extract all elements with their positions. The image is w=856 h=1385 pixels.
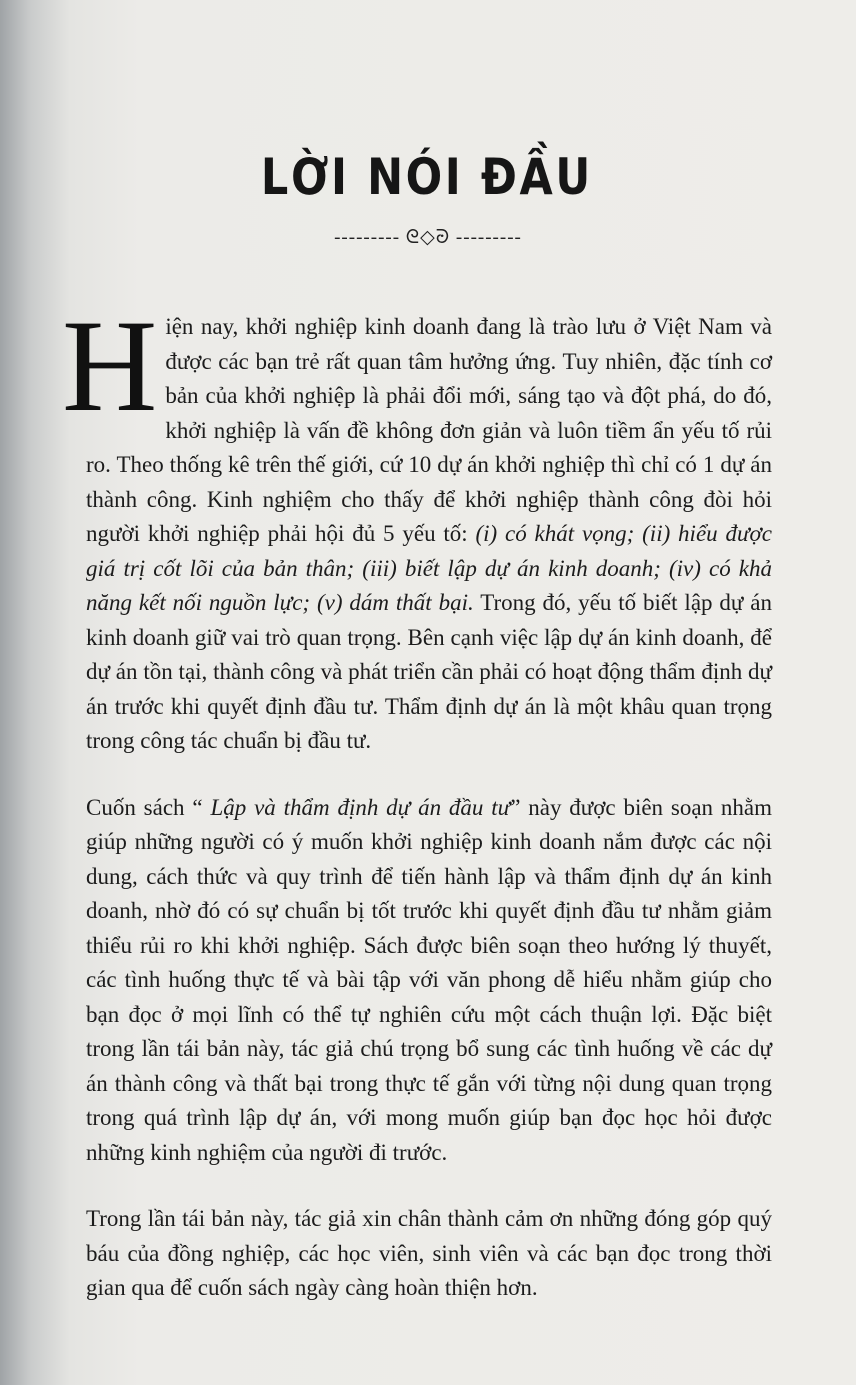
preface-body [62, 292, 773, 1338]
paragraph-1 [62, 292, 773, 759]
page-title: LỜI NÓI ĐẦU [260, 148, 593, 206]
paragraph-1-text-a: iện nay, khởi nghiệp kinh doanh đang là trào lưu ở Việt Nam và được các bạn trẻ rất quan tâm hưởng ứng. Tuy nhiên, đặc tính cơ bản của khởi nghiệp là phải đổi mới, sáng tạo và đột phá, do đó, khởi nghiệp là vấn đề không đơn giản và luôn tiềm ẩn yếu tố rủi ro. Theo thống kê trên thế giới, cứ 10 dự án khởi nghiệp thì chỉ có 1 dự án thành công. Kinh nghiệm cho thấy để khởi nghiệp thành công đòi hỏi người khởi nghiệp phải hội đủ 5 yếu tố: [86, 314, 772, 546]
paragraph-2-text-a: Cuốn sách “ [86, 794, 211, 820]
paragraph-1-italic: (i) có khát vọng; (ii) hiểu được giá trị cốt lõi của bản thân; (iii) biết lập dự án kinh doanh; (iv) có khả năng kết nối nguồn lực; (v) dám thất bại. [86, 521, 773, 615]
paragraph-1-text-b: Trong đó, yếu tố biết lập dự án kinh doanh giữ vai trò quan trọng. Bên cạnh việc lập dự án kinh doanh, để dự án tồn tại, thành công và phát triển cần phải có hoạt động thẩm định dự án trước khi quyết định đầu tư. Thẩm định dự án là một khâu quan trọng trong công tác chuẩn bị đầu tư. [86, 590, 772, 753]
paragraph-2 [86, 791, 772, 1171]
title-ornament: --------- ᘓ◇ᘒ --------- [334, 227, 522, 248]
paragraph-3: Trong lần tái bản này, tác giả xin chân thành cảm ơn những đóng góp quý báu của đồng nghiệp, các học viên, sinh viên và các bạn đọc trong thời gian qua để cuốn sách ngày càng hoàn thiện hơn. [86, 1206, 772, 1300]
paragraph-2-italic: Lập và thẩm định dự án đầu tư [210, 794, 511, 820]
drop-cap: H [62, 292, 158, 439]
paragraph-2-text-b: ” này được biên soạn nhằm giúp những người có ý muốn khởi nghiệp kinh doanh nắm được các nội dung, cách thức và quy trình để tiến hành lập và thẩm định dự án kinh doanh, nhờ đó có sự chuẩn bị tốt trước khi quyết định đầu tư nhằm giảm thiểu rủi ro khi khởi nghiệp. Sách được biên soạn theo hướng lý thuyết, các tình huống thực tế và bài tập với văn phong dễ hiểu nhằm giúp cho bạn đọc ở mọi lĩnh có thể tự nghiên cứu một cách thuận lợi. Đặc biệt trong lần tái bản này, tác giả chú trọng bổ sung các tình huống về các dự án thành công và thất bại trong thực tế gắn với từng nội dung quan trọng trong quá trình lập dự án, với mong muốn giúp bạn đọc học hỏi được những kinh nghiệm của người đi trước. [86, 794, 772, 1165]
